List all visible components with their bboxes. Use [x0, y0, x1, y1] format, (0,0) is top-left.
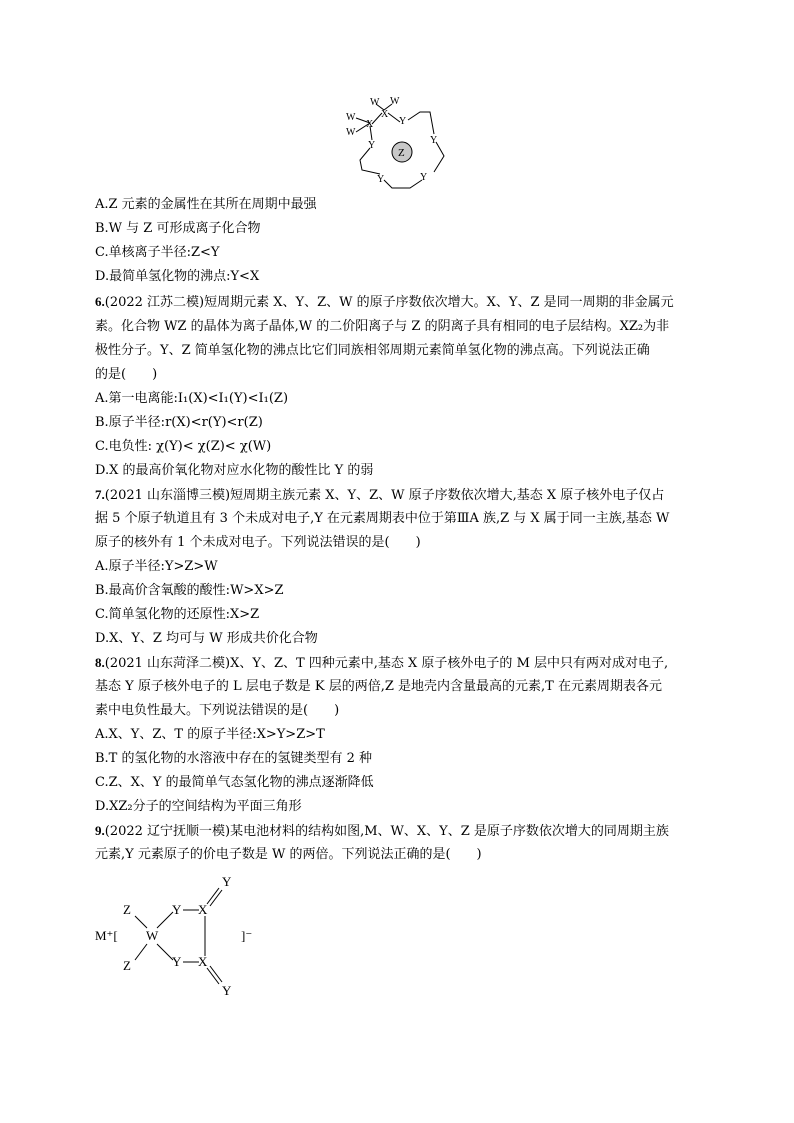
atom-label: W [370, 97, 380, 108]
question-9-line1 [95, 823, 669, 840]
question-7-line3: 原子的核外有 1 个未成对电子。下列说法错误的是( ) [95, 535, 421, 550]
atom-label: X [198, 902, 208, 917]
option-b: B.最高价含氧酸的酸性:W>X>Z [95, 583, 284, 598]
atom-label: W [346, 127, 356, 138]
option-d: D.X、Y、Z 均可与 W 形成共价化合物 [95, 631, 318, 646]
atom-label: Z [123, 902, 131, 917]
atom-label: X [381, 109, 389, 120]
ring-structure-figure [340, 90, 470, 195]
cation-label: M⁺[ [95, 928, 118, 943]
option-a: A.X、Y、Z、T 的原子半径:X>Y>Z>T [95, 727, 325, 742]
option-c: C.Z、X、Y 的最简单气态氢化物的沸点逐渐降低 [95, 775, 374, 790]
question-text: (2021 山东淄博三模)短周期主族元素 X、Y、Z、W 原子序数依次增大,基态 X 原子核外电子仅占 [104, 488, 665, 503]
question-8-line1 [95, 655, 668, 672]
atom-label: X [366, 119, 374, 130]
atom-label: X [198, 954, 208, 969]
atom-label: Y [377, 174, 385, 185]
option-b: B.W 与 Z 可形成离子化合物 [95, 221, 261, 236]
question-9-line2: 元素,Y 元素原子的价电子数是 W 的两倍。下列说法正确的是( ) [95, 847, 482, 862]
option-b: B.原子半径:r(X)<r(Y)<r(Z) [95, 415, 263, 430]
atom-label: Y [172, 902, 182, 917]
option-b: B.T 的氢化物的水溶液中存在的氢键类型有 2 种 [95, 751, 373, 766]
atom-label: Y [222, 874, 232, 889]
question-8-line2: 基态 Y 原子核外电子的 L 层电子数是 K 层的两倍,Z 是地壳内含量最高的元素,T 在元素周期表各元 [95, 679, 662, 694]
question-number: 9. [95, 823, 105, 838]
option-a: A.第一电离能:I₁(X)<I₁(Y)<I₁(Z) [95, 391, 289, 406]
atom-label: Y [222, 983, 232, 998]
option-c: C.电负性: χ(Y)< χ(Z)< χ(W) [95, 439, 272, 454]
atom-label: Y [172, 954, 182, 969]
atom-label: W [390, 96, 400, 107]
option-a: A.Z 元素的金属性在其所在周期中最强 [95, 197, 317, 212]
question-6-line2: 素。化合物 WZ 的晶体为离子晶体,W 的二价阳离子与 Z 的阴离子具有相同的电子层结构。XZ₂为非 [95, 319, 670, 334]
option-c: C.简单氢化物的还原性:X>Z [95, 607, 260, 622]
atom-label: Z [123, 958, 131, 973]
question-6-line3: 极性分子。Y、Z 简单氢化物的沸点比它们同族相邻周期元素简单氢化物的沸点高。下列说法正确 [95, 343, 650, 358]
atom-label: Y [368, 140, 376, 151]
question-number: 6. [95, 294, 105, 309]
question-text: (2022 江苏二模)短周期元素 X、Y、Z、W 的原子序数依次增大。X、Y、Z 是同一周期的非金属元 [104, 295, 674, 310]
question-6-line1 [95, 294, 674, 311]
question-6-line4: 的是( ) [95, 367, 158, 382]
question-7-line2: 据 5 个原子轨道且有 3 个未成对电子,Y 在元素周期表中位于第ⅢA 族,Z 与 X 属于同一主族,基态 W [95, 511, 670, 526]
question-7-line1 [95, 487, 664, 504]
atom-label: Y [399, 116, 407, 127]
atom-label: Y [430, 135, 438, 146]
option-d: D.XZ₂分子的空间结构为平面三角形 [95, 799, 302, 814]
battery-material-structure-figure [85, 868, 275, 1003]
atom-label: Z [398, 147, 405, 159]
question-number: 8. [95, 655, 105, 670]
question-text: (2022 辽宁抚顺一模)某电池材料的结构如图,M、W、X、Y、Z 是原子序数依次增大的同周期主族 [104, 824, 669, 839]
option-d: D.最简单氢化物的沸点:Y<X [95, 269, 260, 284]
question-number: 7. [95, 487, 105, 502]
option-a: A.原子半径:Y>Z>W [95, 559, 218, 574]
atom-label: W [146, 928, 159, 943]
option-d: D.X 的最高价氧化物对应水化物的酸性比 Y 的弱 [95, 463, 374, 478]
question-8-line3: 素中电负性最大。下列说法错误的是( ) [95, 703, 340, 718]
atom-label: Y [420, 172, 428, 183]
option-c: C.单核离子半径:Z<Y [95, 245, 220, 260]
anion-label: ]⁻ [241, 928, 253, 943]
atom-label: W [346, 112, 356, 123]
question-text: (2021 山东菏泽二模)X、Y、Z、T 四种元素中,基态 X 原子核外电子的 M 层中只有两对成对电子, [104, 656, 669, 671]
